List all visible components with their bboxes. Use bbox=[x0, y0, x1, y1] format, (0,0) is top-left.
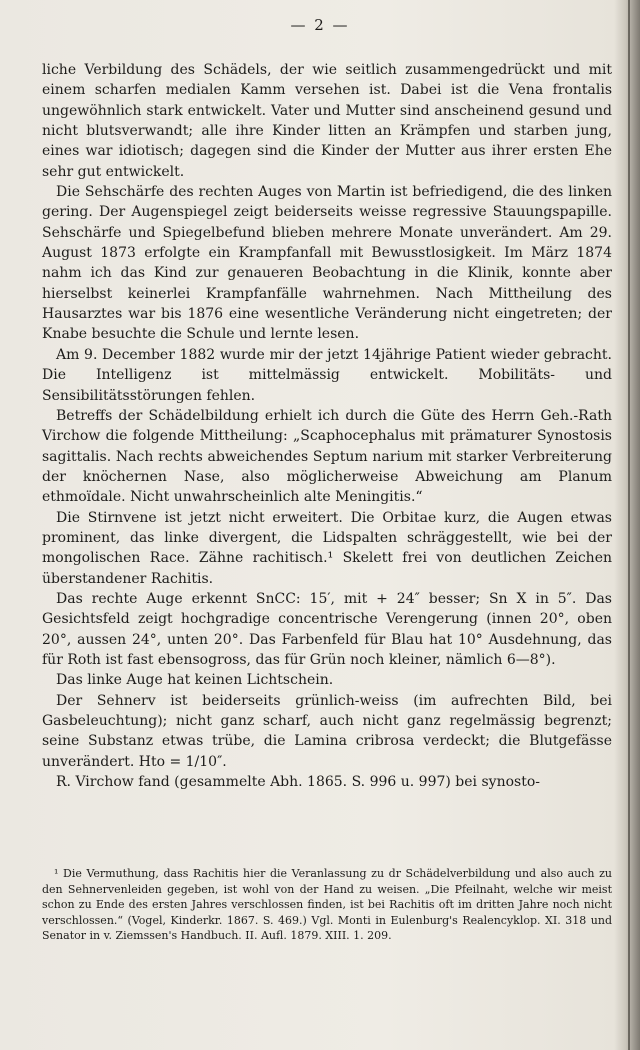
paragraph-7: Das linke Auge hat keinen Lichtschein. bbox=[56, 672, 334, 689]
paragraph-1: liche Verbildung des Schädels, der wie seitlich zusammengedrückt und mit einem scharfen medialen Kamm versehen ist. Dabei ist die Vena frontalis ungewöhnlich stark entwickelt. Vater und Mutter sind anscheinend gesund und nicht blutsverwandt; alle ihre Kinder litten an Krämpfen und starben jung, eines war idiotisch; dagegen sind die Kinder der Mutter aus ihrer ersten Ehe sehr gut entwickelt. bbox=[42, 62, 612, 180]
paragraph-9: R. Virchow fand (gesammelte Abh. 1865. S. 996 u. 997) bei synosto- bbox=[56, 774, 540, 791]
page-edge-line bbox=[628, 0, 630, 1050]
paragraph-3: Am 9. December 1882 wurde mir der jetzt 14jährige Patient wieder gebracht. Die Intelligenz ist mittelmässig entwickelt. Mobilitäts- und Sensibilitätsstörungen fehlen. bbox=[42, 346, 612, 404]
page-edge-shadow bbox=[614, 0, 640, 1050]
footnote bbox=[42, 866, 612, 944]
footnote-text: ¹ Die Vermuthung, dass Rachitis hier die Veranlassung zu dr Schädelverbildung und also auch zu den Sehnervenleiden gegeben, ist wohl von der Hand zu weisen. „Die Pfeilnaht, welche wir meist schon zu Ende des ersten Jahres verschlossen finden, ist bei Rachitis oft im dritten Jahre noch nicht verschlossen.“ (Vogel, Kinderkr. 1867. S. 469.) Vgl. Monti in Eulenburg's Realencyklop. XI. 318 und Senator in v. Ziemssen's Handbuch. II. Aufl. 1879. XIII. 1. 209. bbox=[42, 867, 612, 943]
page-number: — 2 — bbox=[290, 16, 350, 34]
paragraph-6: Das rechte Auge erkennt SnCC: 15′, mit + 24″ besser; Sn X in 5″. Das Gesichtsfeld zeigt hochgradige concentrische Verengerung (innen 20°, oben 20°, aussen 24°, unten 20°. Das Farbenfeld für Blau hat 10° Ausdehnung, das für Roth ist fast ebensogross, das für Grün noch kleiner, nämlich 6—8°). bbox=[42, 590, 612, 668]
body-text bbox=[42, 60, 612, 792]
paragraph-2: Die Sehschärfe des rechten Auges von Martin ist befriedigend, die des linken gering. Der Augenspiegel zeigt beiderseits weisse regressive Stauungspapille. Sehschärfe und Spiegelbefund blieben mehrere Monate unverändert. Am 29. August 1873 erfolgte ein Krampfanfall mit Bewusstlosigkeit. Im März 1874 nahm ich das Kind zur genaueren Beobachtung in die Klinik, konnte aber hierselbst keinerlei Krampfanfälle wahrnehmen. Nach Mittheilung des Hausarztes war bis 1876 eine wesentliche Veränderung nicht eingetreten; der Knabe besuchte die Schule und lernte lesen. bbox=[42, 184, 612, 343]
paragraph-5: Die Stirnvene ist jetzt nicht erweitert. Die Orbitae kurz, die Augen etwas prominent, das linke divergent, die Lidspalten schräggestellt, wie bei der mongolischen Race. Zähne rachitisch.¹ Skelett frei von deutlichen Zeichen überstandener Rachitis. bbox=[42, 509, 612, 587]
paragraph-4: Betreffs der Schädelbildung erhielt ich durch die Güte des Herrn Geh.-Rath Virchow die folgende Mittheilung: „Scaphocephalus mit prämaturer Synostosis sagittalis. Nach rechts abweichendes Septum narium mit starker Verbreiterung der knöchernen Nase, also möglicherweise Abweichung am Planum ethmoïdale. Nicht unwahrscheinlich alte Meningitis.“ bbox=[42, 407, 612, 506]
paragraph-8: Der Sehnerv ist beiderseits grünlich-weiss (im aufrechten Bild, bei Gasbeleuchtung); nicht ganz scharf, auch nicht ganz regelmässig begrenzt; seine Substanz etwas trübe, die Lamina cribrosa verdeckt; die Blutgefässe unverändert. Hto = 1/10″. bbox=[42, 692, 612, 770]
